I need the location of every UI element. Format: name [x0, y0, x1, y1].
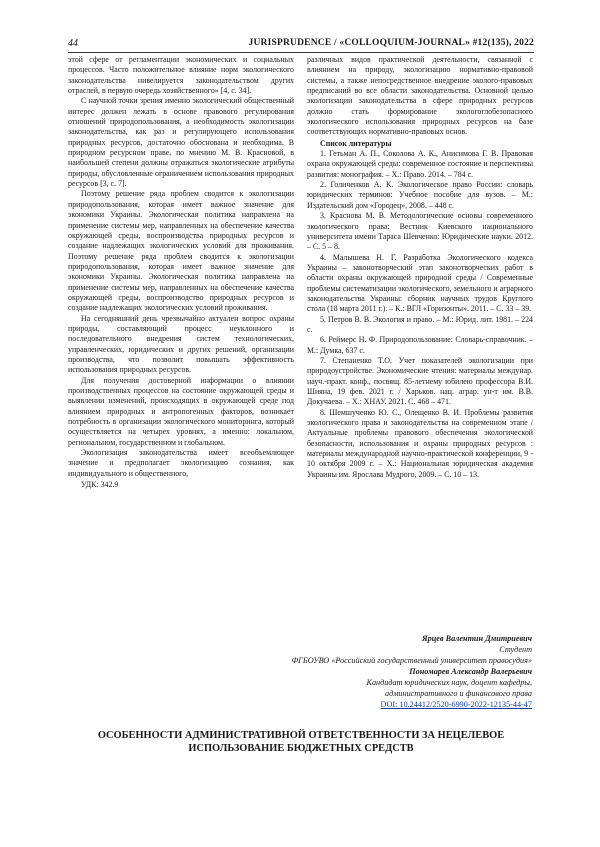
udk-code: УДК: 342.9	[81, 480, 119, 490]
paragraph: этой сфере от регламентации экономических и социальных процессов. Часто положительное влияние норм экологического законодательства нивелируется законодательством других отраслей, в первую очередь хозяйственного» [4, с. 34].	[68, 55, 294, 96]
paragraph: На сегодняшний день чрезвычайно актуален вопрос охраны природы, составляющий процесс неуклонного и последовательного внедрения систем технологических, управленческих, юридических и других решений, организации производства, что позволит повышать эффективность использования природных ресурсов.	[68, 313, 294, 375]
reference-item: 8. Шемшученко Ю. С., Олещенко В. И. Проблемы развития экологического права и законодательства на современном этапе / Актуальные проблемы правового обеспечения экологической безопасности, использования и охраны природных ресурсов : материалы международной научно-практической конференции, 9 - 10 октября 2009 г. – Х.: Национальная юридическая академия Украины им. Ярослава Мудрого, 2009. – С. 10 – 13.	[307, 407, 533, 479]
author-institution: ФГБОУВО «Российский государственный университет правосудия»	[291, 656, 532, 665]
author-name: Ярцев Валентин Дмитриевич	[422, 634, 532, 643]
paragraph: Поэтому решение ряда проблем сводится к экологизации природопользования, которая имеет важное значение для экономики Украины. Экологическая политика направлена на применение системы мер, направленных на обеспечение качества окружающей среды, воспроизводства природных ресурсов и создание надлежащих экологических условий для проживания. Поэтому решение ряда проблем сводится к экологизации природопользования, которая имеет важное значение для экономики Украины. Экологическая политика направлена на применение системы мер, направленных на обеспечение качества окружающей среды, воспроизводство природных ресурсов и создание надлежащих экологических условий проживания.	[68, 189, 294, 313]
paragraph: Экологизация законодательства имеет всеобъемлющее значение и предполагает экологизацию сознания, как индивидуального и общественного,	[68, 448, 294, 478]
title-line: ИСПОЛЬЗОВАНИЕ БЮДЖЕТНЫХ СРЕДСТВ	[188, 742, 414, 754]
paragraph: С научной точки зрения именно экологический общественный интерес должен лежать в основе правового регулирования отношений природопользования, а необходимость экологизации законодательства, как раз и регулирующего использования природных ресурсов, достаточно обоснована и необходима. В природном ресурсном праве, по мнению М. В. Красновой, в наибольшей степени должны отражаться экологические атрибуты природы, обусловленные ограничением использования природных ресурсов [3, с. 7].	[68, 96, 294, 189]
running-header	[68, 38, 534, 53]
author-role: Студент	[499, 645, 532, 654]
reference-item: 6. Реймерс Н. Ф. Природопользование: Словарь-справочник. – М.: Думка, 637 с.	[307, 335, 533, 355]
paragraph: различных видов практической деятельности, связанной с влиянием на природу, экологизацию нормативно-правовой системы, а также непосредственное внедрение эколого-правовых предписаний во все области законодательства. Основной целью экологизации законодательства в сфере природных ресурсов должно стать формирование экологоглобезопасного экологического использования природных ресурсов на базе соответствующих нормативно-правовых основ.	[307, 55, 533, 137]
page-number: 44	[68, 38, 78, 49]
reference-item: 1. Гетьман А. П., Соколова А. К., Анисимова Г. В. Правовая охрана окружающей среды: современное состояние и перспективы развития: монография. – Х.: Право. 2014. – 784 с.	[307, 149, 533, 179]
reference-item: 5. Петров В. В. Экология и право. – М.: Юрид. лит. 1981. – 224 с.	[307, 314, 533, 334]
reference-item: 3. Краснова М. В. Методологические основы современного экологического права: Вестник Киевского национального университета имени Тараса Шевченко: Юридические науки. 2012. – С. 5 – 8.	[307, 211, 533, 252]
title-line: ОСОБЕННОСТИ АДМИНИСТРАТИВНОЙ ОТВЕТСТВЕННОСТИ ЗА НЕЦЕЛЕВОЕ	[97, 730, 505, 741]
left-column	[68, 55, 294, 490]
author-role: административного и финансового права	[384, 689, 532, 698]
article-title	[68, 730, 534, 755]
reference-item: 7. Степаненко Т.О. Учет показателей экологизации при природоустройстве. Экономические чтения: материалы междунар. науч.-практ. конф., посвящ. 85-летнему юбилею профессора В.И. Шияна, 19 фев. 2021 г. / Харьков. нац. аграр. ун-т им. В.В. Докучаева. – Х.: ХНАУ. 2021. С. 468 – 471.	[307, 355, 533, 407]
doi-link[interactable]: DOI: 10.24412/2520-6990-2022-12135-44-47	[380, 700, 532, 709]
reference-item: 4. Малышева Н. Г. Разработка Экологического кодекса Украины – законотворческий этап законотворческих работ в области охраны окружающей природной среды / Современные проблемы систематизации экологического, земельного и аграрного законодательства Украины: сборник научных трудов Круглого стола (18 марта 2011 г.). – К.: ВГЛ «Горизонты». 2011. – С. 33 – 39.	[307, 252, 533, 314]
right-column	[307, 55, 533, 480]
journal-title: JURISPRUDENCE / «COLLOQUIUM-JOURNAL» #12(135), 2022	[248, 38, 534, 48]
author-block	[292, 633, 532, 710]
author-role: Кандидат юридических наук, доцент кафедры,	[366, 678, 532, 687]
reference-item: 2. Голиченков А. К. Экологическое право России: словарь юридических терминов: Учебное пособие для вузов. – М.: Издательский дом «Городец», 2008. – 448 с.	[307, 180, 533, 210]
author-name: Пономарев Александр Валерьевич	[409, 667, 532, 676]
references-heading: Список литературы	[320, 138, 392, 148]
paragraph: Для получения достоверной информации о влиянии производственных процессов на состояние окружающей среды и выявлении изменений, происходящих в окружающей среде под влиянием природных и антропогенных факторов, возникает потребность в организации экологического мониторинга, который осуществляется на четырех уровнях, а именно: локальном, региональном, государственном и глобальном.	[68, 375, 294, 447]
